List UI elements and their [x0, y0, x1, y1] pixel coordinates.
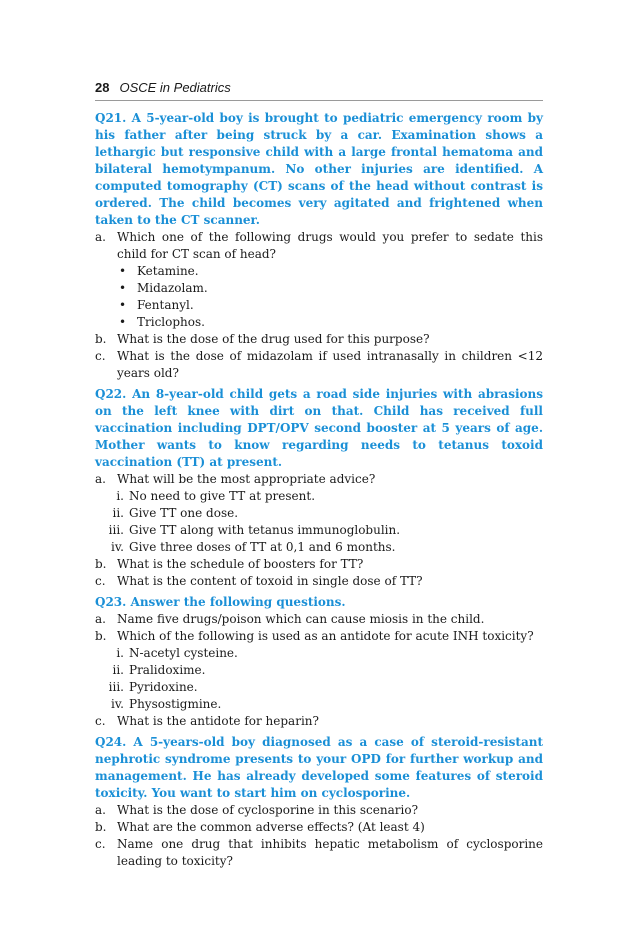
q23-option: i. N-acetyl cysteine.: [95, 645, 543, 662]
part-label: b.: [95, 557, 107, 571]
part-text: Name one drug that inhibits hepatic metabolism of cyclosporine leading to toxicity?: [117, 837, 543, 868]
part-text: Which of the following is used as an antidote for acute INH toxicity?: [117, 629, 534, 643]
bullet-icon: •: [119, 281, 127, 295]
part-label: a.: [95, 803, 106, 817]
q21-option: • Triclophos.: [119, 315, 205, 329]
part-label: b.: [95, 820, 107, 834]
part-label: a.: [95, 230, 106, 244]
part-text: What will be the most appropriate advice?: [117, 472, 376, 486]
roman-label: ii.: [112, 663, 124, 677]
q22-option: iv. Give three doses of TT at 0,1 and 6 months.: [95, 539, 543, 556]
page-header: [95, 80, 543, 101]
book-title: OSCE in Pediatrics: [119, 80, 231, 95]
question-22-heading: Q22. An 8-year-old child gets a road side injuries with abrasions on the left knee with dirt on that. Child has received full vaccination including DPT/OPV second booster at 5 years of age. Mother wants to know regarding needs to tetanus toxoid vaccination (TT) at present.: [95, 387, 543, 469]
part-text: What is the dose of cyclosporine in this scenario?: [117, 803, 418, 817]
q22-part-b: [95, 556, 543, 573]
question-24-heading: Q24. A 5-years-old boy diagnosed as a case of steroid-resistant nephrotic syndrome presents to your OPD for further workup and management. He has already developed some features of steroid toxicity. You want to start him on cyclosporine.: [95, 735, 543, 800]
bullet-icon: •: [119, 264, 127, 278]
q23-part-c: [95, 713, 543, 730]
part-text: What is the schedule of boosters for TT?: [117, 557, 364, 571]
q22-part-c: [95, 573, 543, 590]
bullet-icon: •: [119, 298, 127, 312]
q22-option: iii. Give TT along with tetanus immunoglobulin.: [95, 522, 543, 539]
part-label: a.: [95, 472, 106, 486]
q21-option: • Fentanyl.: [119, 298, 194, 312]
q24-part-a: [95, 802, 543, 819]
part-label: b.: [95, 332, 107, 346]
part-label: a.: [95, 612, 106, 626]
q21-option: • Midazolam.: [119, 281, 208, 295]
question-21-heading: Q21. A 5-year-old boy is brought to pediatric emergency room by his father after being struck by a car. Examination shows a lethargic but responsive child with a large frontal hematoma and bilateral hemotympanum. No other injuries are identified. A computed tomography (CT) scans of the head without contrast is ordered. The child becomes very agitated and frightened when taken to the CT scanner.: [95, 111, 543, 227]
roman-label: i.: [116, 646, 124, 660]
question-23-heading: Q23. Answer the following questions.: [95, 595, 346, 609]
part-text: What is the antidote for heparin?: [117, 714, 319, 728]
part-label: c.: [95, 714, 106, 728]
roman-label: iv.: [110, 697, 124, 711]
q23-part-b: [95, 628, 543, 645]
roman-label: i.: [116, 489, 124, 503]
q23-option: ii. Pralidoxime.: [95, 662, 543, 679]
part-label: c.: [95, 837, 106, 851]
part-text: What is the dose of the drug used for this purpose?: [117, 332, 430, 346]
roman-label: iii.: [108, 680, 124, 694]
q23-option: iii. Pyridoxine.: [95, 679, 543, 696]
q24-part-b: [95, 819, 543, 836]
page-content: [95, 110, 543, 870]
part-label: b.: [95, 629, 107, 643]
part-text: What are the common adverse effects? (At least 4): [117, 820, 425, 834]
q21-part-a: [95, 229, 543, 263]
q21-option: • Ketamine.: [119, 264, 199, 278]
q23-part-a: [95, 611, 543, 628]
q21-part-b: [95, 331, 543, 348]
q21-part-c: [95, 348, 543, 382]
part-text: What is the content of toxoid in single dose of TT?: [117, 574, 423, 588]
roman-label: ii.: [112, 506, 124, 520]
q22-option: ii. Give TT one dose.: [95, 505, 543, 522]
roman-label: iv.: [110, 540, 124, 554]
bullet-icon: •: [119, 315, 127, 329]
roman-label: iii.: [108, 523, 124, 537]
part-text: What is the dose of midazolam if used intranasally in children <12 years old?: [117, 349, 543, 380]
part-text: Name five drugs/poison which can cause miosis in the child.: [117, 612, 485, 626]
part-text: Which one of the following drugs would you prefer to sedate this child for CT scan of head?: [117, 230, 543, 261]
part-label: c.: [95, 574, 106, 588]
q22-option: i. No need to give TT at present.: [95, 488, 543, 505]
q24-part-c: [95, 836, 543, 870]
page-number: 28: [95, 80, 110, 95]
part-label: c.: [95, 349, 106, 363]
q22-part-a: [95, 471, 543, 488]
q23-option: iv. Physostigmine.: [95, 696, 543, 713]
